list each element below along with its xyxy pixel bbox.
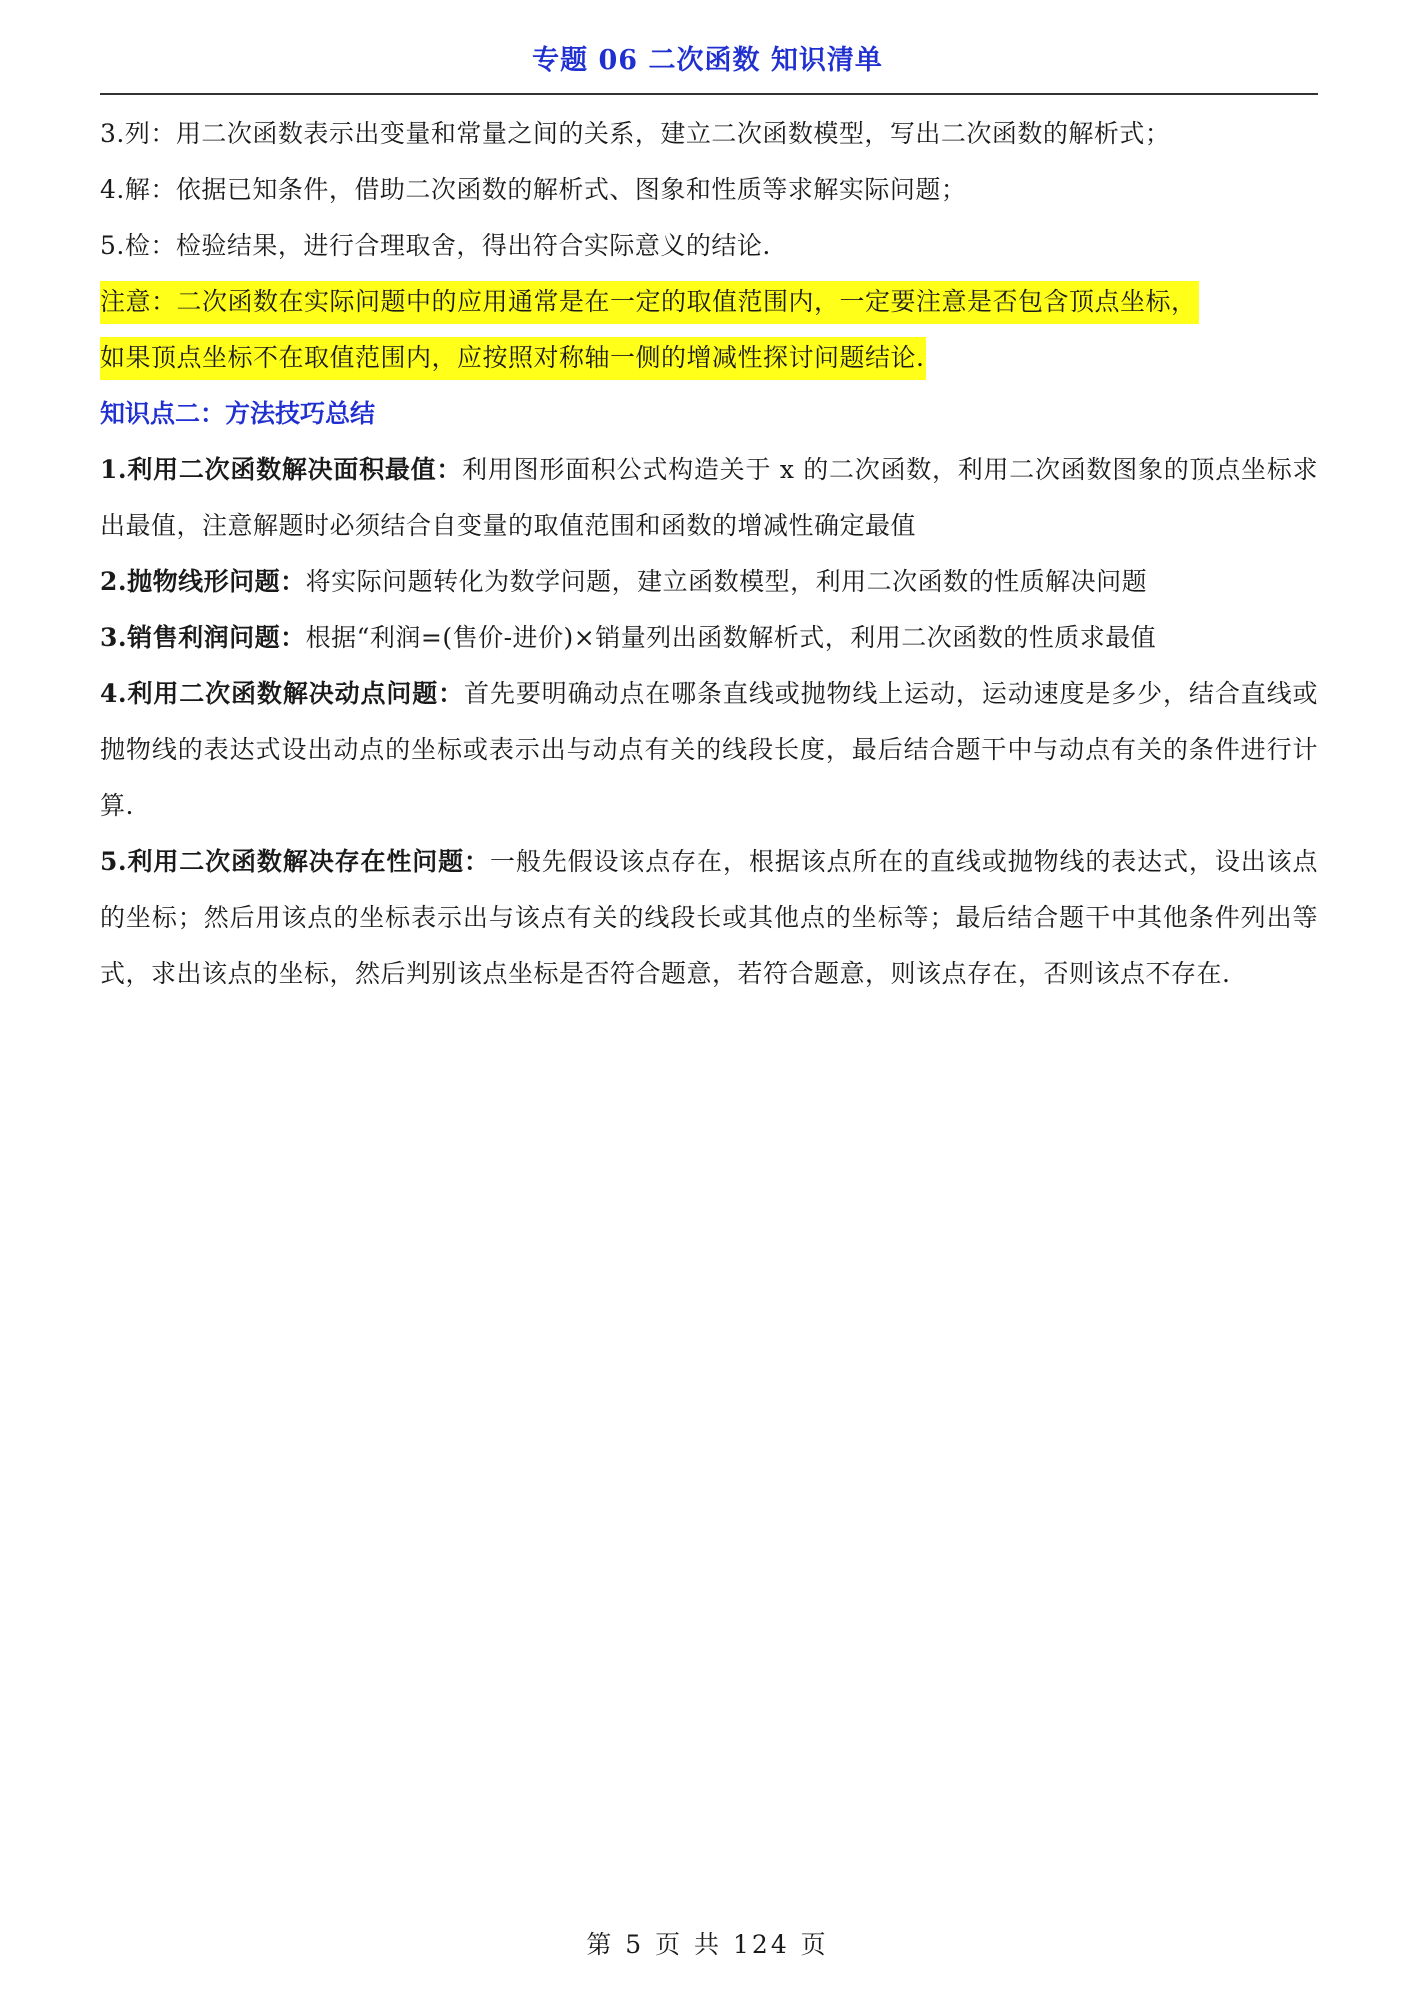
- section-heading: 知识点二：方法技巧总结: [100, 399, 376, 428]
- method-item-2: [100, 554, 1318, 610]
- method-item-title: 4.利用二次函数解决动点问题：: [100, 679, 465, 708]
- method-item-title: 3.销售利润问题：: [100, 623, 306, 652]
- page-number-footer: 第 5 页 共 124 页: [586, 1930, 829, 1959]
- page-content: [100, 106, 1318, 1002]
- header-divider: [100, 93, 1318, 95]
- note-highlight-text: 注意：二次函数在实际问题中的应用通常是在一定的取值范围内，一定要注意是否包含顶点坐标，: [100, 281, 1199, 324]
- step-list-item: 4.解：依据已知条件，借助二次函数的解析式、图象和性质等求解实际问题；: [100, 175, 967, 204]
- method-item-text: 一般先假设该点存在，根据该点所在的直线或抛物线的表达式，设出该点的坐标；然后用该点的坐标表示出与该点有关的线段长或其他点的坐标等；最后结合题干中其他条件列出等式，求出该点的坐标，然后判别该点坐标是否符合题意，若符合题意，则该点存在，否则该点不存在.: [100, 847, 1318, 988]
- step-list-item: 3.列：用二次函数表示出变量和常量之间的关系，建立二次函数模型，写出二次函数的解析式；: [100, 119, 1171, 148]
- method-item-text: 利用图形面积公式构造关于 x 的二次函数，利用二次函数图象的顶点坐标求出最值，注意解题时必须结合自变量的取值范围和函数的增减性确定最值: [100, 455, 1319, 540]
- highlighted-note-line-2: [100, 330, 1318, 386]
- method-item-title: 1.利用二次函数解决面积最值：: [100, 455, 463, 484]
- highlighted-note-line-1: [100, 274, 1318, 330]
- method-item-text: 将实际问题转化为数学问题，建立函数模型，利用二次函数的性质解决问题: [305, 567, 1148, 596]
- method-item-text: 根据“利润=(售价-进价)×销量列出函数解析式，利用二次函数的性质求最值: [305, 623, 1157, 652]
- page-header-title: 专题 06 二次函数 知识清单: [532, 45, 883, 76]
- method-item-1: [100, 442, 1318, 554]
- note-highlight-text: 如果顶点坐标不在取值范围内，应按照对称轴一侧的增减性探讨问题结论.: [100, 337, 926, 380]
- method-item-title: 2.抛物线形问题：: [100, 567, 306, 596]
- method-item-text: 首先要明确动点在哪条直线或抛物线上运动，运动速度是多少，结合直线或抛物线的表达式设出动点的坐标或表示出与动点有关的线段长度，最后结合题干中与动点有关的条件进行计算.: [100, 679, 1318, 820]
- step-list-item: 5.检：检验结果，进行合理取舍，得出符合实际意义的结论.: [100, 231, 771, 260]
- method-item-3: [100, 610, 1318, 666]
- method-item-title: 5.利用二次函数解决存在性问题：: [100, 847, 490, 876]
- method-item-5: [100, 834, 1318, 1002]
- method-item-4: [100, 666, 1318, 834]
